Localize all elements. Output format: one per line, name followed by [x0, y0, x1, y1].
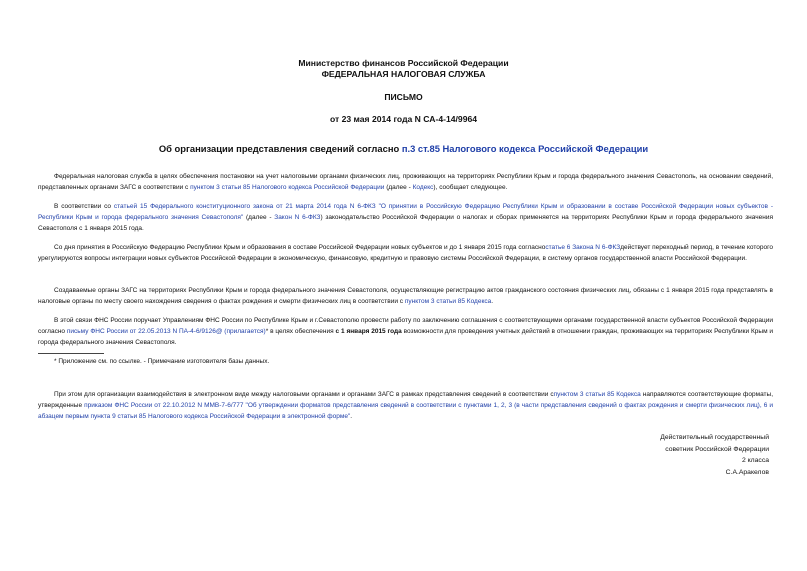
- title-text: Об организации представления сведений согласно: [158, 143, 402, 154]
- document-type: ПИСЬМО: [384, 92, 423, 102]
- header-block: [0, 58, 807, 80]
- document-date-number: от 23 мая 2014 года N СА-4-14/9964: [329, 114, 478, 124]
- signatory-name: С.А.Аракелов: [725, 468, 769, 476]
- footnote-text: * Приложение см. по ссылке. - Примечание изготовителя базы данных.: [54, 358, 270, 365]
- paragraph-5: [38, 315, 773, 349]
- paragraph-3: [38, 242, 773, 264]
- signature-rank-line-1: Действительный государственный: [660, 434, 769, 441]
- paragraph-2: [38, 201, 773, 235]
- p5-text-2: * в целях обеспечения: [265, 328, 336, 336]
- p1-link-code[interactable]: Кодекс: [412, 184, 434, 192]
- p3-link-article-6[interactable]: статье 6 Закона N 6-ФКЗ: [545, 244, 621, 251]
- signature-rank-line-3: 2 класса: [741, 457, 769, 465]
- p6-link-code-article[interactable]: пунктом 3 статьи 85 Кодекса: [553, 391, 641, 398]
- p4-text-1: Создаваемые органы ЗАГС на территориях Республики Крым и города федерального значения Севастополя, осуществляющие регистрацию актов гражданского состояния физических лиц, обязаны с 1 января 2015 года представлять в налоговые органы по месту своего нахождения сведения о фактах рождения и смерти физических лиц в соответствии с: [38, 287, 773, 306]
- p6-text-1: При этом для организации взаимодействия в электронном виде между налоговыми органами и органами ЗАГС в рамках представления сведений в соответствии с: [54, 391, 554, 398]
- p5-bold-date: с 1 января 2015 года: [335, 328, 402, 336]
- p3-text-1: Со дня принятия в Российскую Федерацию Республики Крым и образования в составе Российской Федерации новых субъектов и до 1 января 2015 года согласно: [54, 244, 546, 251]
- p1-link-code-article[interactable]: пунктом 3 статьи 85 Налогового кодекса Российской Федерации: [190, 184, 385, 192]
- p1-text-3: ), сообщает следующее.: [433, 184, 508, 192]
- title-law-link[interactable]: п.3 ст.85 Налогового кодекса Российской Федерации: [401, 143, 649, 154]
- p6-text-3: .: [350, 413, 353, 421]
- p4-text-2: .: [491, 298, 494, 306]
- p2-text-2: (далее -: [243, 214, 275, 222]
- footnote-separator: [38, 353, 104, 354]
- service-name: ФЕДЕРАЛЬНАЯ НАЛОГОВАЯ СЛУЖБА: [321, 69, 486, 79]
- p2-text-3: ) законодательство Российской Федерации о налогах и сборах применяется на территориях Республики Крым и города федерального значения Севастополя с 1 января 2015 года.: [38, 214, 773, 233]
- p1-text-1: Федеральная налоговая служба в целях обеспечения постановки на учет налоговыми органами физических лиц, проживающих на территориях Республики Крым и города федерального значения Севастополь, на основании сведений, представленных органами ЗАГС в соответствии с: [38, 173, 773, 192]
- p6-link-order[interactable]: приказом ФНС России от 22.10.2012 N ММВ-7-6/777 "Об утверждении форматов представления сведений в соответствии с пунктами 1, 2, 3 (в части представления сведений о фактах рождения и смерти физических лиц), 6 и абзацем первым пункта 9 статьи 85 Налогового кодекса Российской Федерации в электронной форме": [38, 402, 773, 421]
- signature-block: [660, 432, 769, 478]
- p1-text-2: (далее -: [384, 184, 413, 192]
- p5-link-fns-letter[interactable]: письму ФНС России от 22.05.2013 N ПА-4-6/9126@: [66, 328, 223, 336]
- paragraph-6: [38, 389, 773, 423]
- p6-text-2: направляются соответствующие форматы, утвержденные: [38, 391, 773, 410]
- paragraph-1: [38, 171, 773, 193]
- ministry-name: Министерство финансов Российской Федерации: [298, 58, 509, 68]
- document-title: [0, 143, 807, 154]
- signature-rank-line-2: советник Российской Федерации: [665, 445, 769, 453]
- p5-text-1: В этой связи ФНС России поручает Управлениям ФНС России по Республике Крым и г.Севастополю провести работу по заключению соглашения с соответствующими органами государственной власти субъектов Российской Федерации согласно: [38, 317, 773, 336]
- paragraph-4: [38, 285, 773, 307]
- p2-link-constitutional-law[interactable]: статьей 15 Федерального конституционного закона от 21 марта 2014 года N 6-ФКЗ "О принятии в Российскую Федерацию Республики Крым и образовании в составе Российской Федерации новых субъектов - Республики Крым и города федерального значения Севастополя": [38, 203, 773, 222]
- p2-link-law-6fkz[interactable]: Закон N 6-ФКЗ: [274, 214, 321, 222]
- p3-text-2: действует переходный период, в течение которого урегулируются вопросы интеграции новых субъектов Российской Федерации в экономическую, финансовую, кредитную и правовую системы Российской Федерации, в систему органов государственной власти Российской Федерации.: [38, 244, 773, 263]
- p5-text-3: возможности для проведения учетных действий в отношении граждан, проживающих на территориях Республики Крым и города федерального значения Севастополя.: [38, 328, 774, 347]
- p2-text-1: В соответствии со: [54, 203, 114, 210]
- p4-link-code-article[interactable]: пунктом 3 статьи 85 Кодекса: [404, 298, 492, 306]
- p5-link-attached[interactable]: (прилагается): [222, 328, 266, 336]
